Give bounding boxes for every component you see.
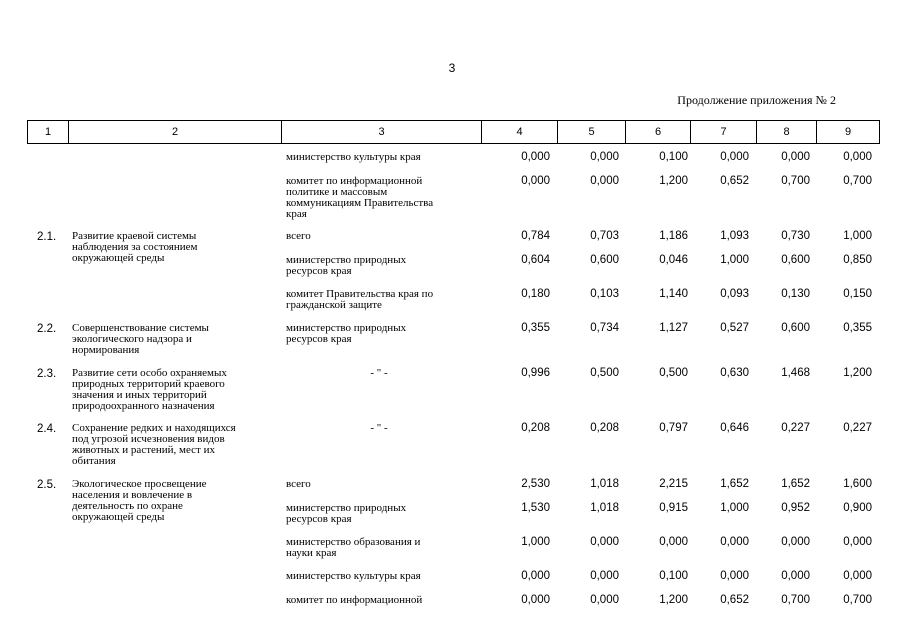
value-col-5: 0,703	[590, 230, 619, 242]
value-col-8: 1,468	[781, 367, 810, 379]
value-col-7: 0,000	[720, 536, 749, 548]
value-col-8: 0,700	[781, 594, 810, 606]
value-col-5: 0,000	[590, 594, 619, 606]
header-col-1: 1	[28, 121, 69, 143]
value-col-4: 0,180	[521, 288, 550, 300]
executor-name: министерство культуры края	[286, 151, 421, 163]
value-col-5: 1,018	[590, 478, 619, 490]
value-col-6: 1,200	[659, 594, 688, 606]
measure-name: Экологическое просвещение населения и вовлечение в деятельность по охране окружающей среды	[72, 478, 207, 523]
value-col-9: 1,000	[843, 230, 872, 242]
value-col-5: 0,103	[590, 288, 619, 300]
value-col-8: 0,227	[781, 422, 810, 434]
value-col-6: 0,100	[659, 570, 688, 582]
value-col-7: 1,093	[720, 230, 749, 242]
value-col-6: 1,200	[659, 175, 688, 187]
value-col-5: 0,500	[590, 367, 619, 379]
value-col-7: 1,652	[720, 478, 749, 490]
header-col-3: 3	[282, 121, 482, 143]
value-col-7: 1,000	[720, 254, 749, 266]
value-col-4: 0,784	[521, 230, 550, 242]
appendix-note: Продолжение приложения № 2	[677, 93, 836, 107]
value-col-4: 0,000	[521, 594, 550, 606]
value-col-6: 0,797	[659, 422, 688, 434]
value-col-7: 0,646	[720, 422, 749, 434]
value-col-4: 0,000	[521, 570, 550, 582]
value-col-6: 0,046	[659, 254, 688, 266]
value-col-5: 0,600	[590, 254, 619, 266]
header-col-5: 5	[558, 121, 626, 143]
value-col-8: 0,130	[781, 288, 810, 300]
value-col-9: 0,355	[843, 322, 872, 334]
value-col-7: 0,527	[720, 322, 749, 334]
measure-name: Развитие сети особо охраняемых природных территорий краевого значения и иных территорий природоохранного назначения	[72, 367, 227, 412]
value-col-8: 0,000	[781, 151, 810, 163]
value-col-6: 1,127	[659, 322, 688, 334]
value-col-6: 1,186	[659, 230, 688, 242]
executor-name: министерство образования и науки края	[286, 536, 421, 559]
value-col-9: 0,900	[843, 502, 872, 514]
value-col-8: 0,600	[781, 254, 810, 266]
value-col-5: 0,000	[590, 175, 619, 187]
value-col-6: 0,000	[659, 536, 688, 548]
value-col-9: 0,700	[843, 594, 872, 606]
value-col-4: 1,000	[521, 536, 550, 548]
measure-name: Совершенствование системы экологического надзора и нормирования	[72, 322, 209, 356]
row-number: 2.3.	[37, 368, 57, 380]
value-col-8: 0,600	[781, 322, 810, 334]
header-col-2: 2	[69, 121, 282, 143]
row-number: 2.2.	[37, 323, 57, 335]
executor-name: - " -	[370, 422, 388, 434]
executor-name: министерство природных ресурсов края	[286, 254, 407, 277]
executor-name: всего	[286, 230, 311, 242]
value-col-4: 0,355	[521, 322, 550, 334]
header-col-9: 9	[844, 126, 852, 138]
row-number: 2.5.	[37, 479, 57, 491]
value-col-7: 0,652	[720, 594, 749, 606]
header-col-4: 4	[482, 121, 558, 143]
header-col-7: 7	[691, 121, 757, 143]
value-col-7: 0,652	[720, 175, 749, 187]
value-col-6: 0,500	[659, 367, 688, 379]
measure-name: Сохранение редких и находящихся под угрозой исчезновения видов животных и растений, мест их обитания	[72, 422, 236, 467]
executor-name: - " -	[370, 367, 388, 379]
value-col-4: 0,000	[521, 151, 550, 163]
value-col-4: 0,208	[521, 422, 550, 434]
value-col-8: 0,952	[781, 502, 810, 514]
value-col-9: 1,600	[843, 478, 872, 490]
value-col-6: 0,915	[659, 502, 688, 514]
row-number: 2.4.	[37, 423, 57, 435]
value-col-9: 0,000	[843, 151, 872, 163]
value-col-9: 0,850	[843, 254, 872, 266]
value-col-9: 0,150	[843, 288, 872, 300]
value-col-7: 0,000	[720, 570, 749, 582]
header-col-8: 8	[757, 121, 817, 143]
value-col-7: 0,093	[720, 288, 749, 300]
value-col-8: 0,700	[781, 175, 810, 187]
value-col-9: 0,000	[843, 536, 872, 548]
value-col-9: 0,000	[843, 570, 872, 582]
value-col-9: 0,700	[843, 175, 872, 187]
value-col-4: 0,996	[521, 367, 550, 379]
value-col-8: 0,000	[781, 536, 810, 548]
executor-name: комитет по информационной политике и массовым коммуникациям Правительства края	[286, 175, 434, 220]
value-col-7: 0,000	[720, 151, 749, 163]
value-col-6: 0,100	[659, 151, 688, 163]
value-col-9: 1,200	[843, 367, 872, 379]
executor-name: всего	[286, 478, 311, 490]
value-col-6: 1,140	[659, 288, 688, 300]
value-col-7: 1,000	[720, 502, 749, 514]
executor-name: министерство природных ресурсов края	[286, 502, 407, 525]
value-col-8: 0,000	[781, 570, 810, 582]
page-number: 3	[448, 61, 456, 75]
value-col-8: 1,652	[781, 478, 810, 490]
value-col-5: 0,000	[590, 536, 619, 548]
value-col-5: 0,734	[590, 322, 619, 334]
value-col-4: 1,530	[521, 502, 550, 514]
row-number: 2.1.	[37, 231, 57, 243]
value-col-6: 2,215	[659, 478, 688, 490]
executor-name: комитет по информационной	[286, 594, 423, 606]
value-col-4: 2,530	[521, 478, 550, 490]
value-col-7: 0,630	[720, 367, 749, 379]
header-col-6: 6	[626, 121, 691, 143]
value-col-5: 1,018	[590, 502, 619, 514]
value-col-8: 0,730	[781, 230, 810, 242]
value-col-5: 0,000	[590, 151, 619, 163]
measure-name: Развитие краевой системы наблюдения за состоянием окружающей среды	[72, 230, 198, 264]
value-col-4: 0,604	[521, 254, 550, 266]
value-col-4: 0,000	[521, 175, 550, 187]
value-col-9: 0,227	[843, 422, 872, 434]
executor-name: министерство природных ресурсов края	[286, 322, 407, 345]
executor-name: комитет Правительства края по гражданской защите	[286, 288, 434, 311]
executor-name: министерство культуры края	[286, 570, 421, 582]
value-col-5: 0,208	[590, 422, 619, 434]
value-col-5: 0,000	[590, 570, 619, 582]
